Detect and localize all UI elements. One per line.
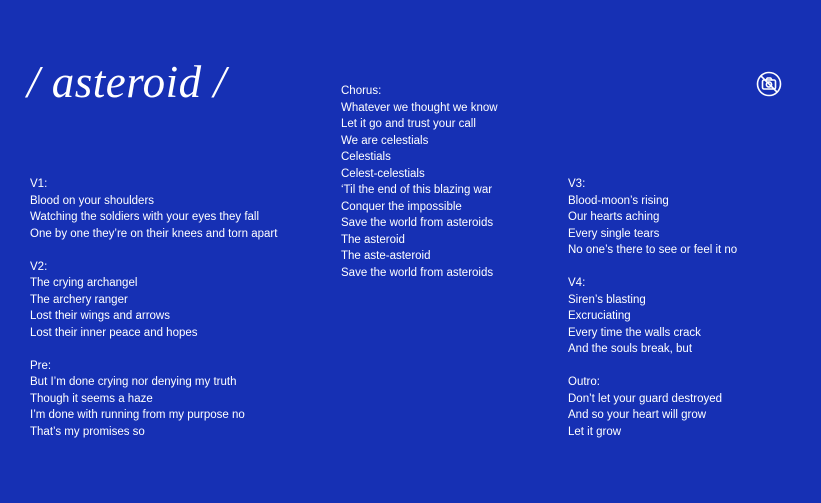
lyrics-section [30,358,277,441]
lyric-line: Celest-celestials [341,167,425,180]
lyric-line: Our hearts aching [568,211,660,223]
lyric-line: We are celestials [341,134,429,147]
lyric-line: One by one they’re on their knees and torn apart [30,227,278,240]
lyric-line: Every time the walls crack [568,326,701,339]
lyric-line: The asteroid [341,233,405,246]
lyric-line: And so your heart will grow [568,409,707,421]
section-label: Outro: [568,376,600,388]
lyrics-section [568,275,737,358]
lyric-line: No one’s there to see or feel it no [568,244,738,256]
lyrics-section [341,83,498,281]
lyrics-section [30,259,277,342]
lyric-line: Save the world from asteroids [341,217,494,229]
lyric-line: Conquer the impossible [341,200,462,213]
section-label: V1: [30,178,48,190]
lyrics-column-middle [341,83,498,281]
lyric-line: Every single tears [568,227,660,240]
lyric-line: Blood-moon’s rising [568,194,669,207]
lyric-line: Save the world from asteroids [341,266,494,279]
lyric-line: And the souls break, but [568,343,693,355]
page-title: / asteroid / [27,57,227,107]
lyric-line: Siren’s blasting [568,293,646,306]
lyric-line: That’s my promises so [30,425,145,438]
lyric-line: Excruciating [568,310,631,322]
lyric-line: The archery ranger [30,293,128,306]
lyric-line: Don’t let your guard destroyed [568,392,723,405]
lyric-line: Let it grow [568,425,622,438]
lyric-line: But I’m done crying nor denying my truth [30,376,237,388]
lyric-line: Let it go and trust your call [341,118,476,130]
lyric-line: Whatever we thought we know [341,101,498,114]
lyric-line: Lost their inner peace and hopes [30,326,198,339]
lyric-line: Though it seems a haze [30,392,153,405]
section-label: V4: [568,277,586,289]
lyric-line: Blood on your shoulders [30,194,155,207]
lyric-line: The aste-asteroid [341,250,431,262]
section-label: V2: [30,260,48,273]
lyrics-section [568,374,737,440]
lyric-line: Celestials [341,151,391,163]
lyric-line: ‘Til the end of this blazing war [341,184,493,196]
lyric-line: Lost their wings and arrows [30,310,170,322]
section-label: V3: [568,178,586,190]
no-photo-icon[interactable] [755,70,783,98]
lyrics-column-right [568,176,737,440]
lyrics-section [30,176,277,242]
section-label: Chorus: [341,85,382,97]
lyrics-column-left [30,176,277,440]
section-label: Pre: [30,359,52,372]
lyric-line: Watching the soldiers with your eyes they fall [30,211,260,223]
lyric-line: I’m done with running from my purpose no [30,409,245,421]
lyrics-section [568,176,737,259]
lyric-line: The crying archangel [30,277,138,289]
